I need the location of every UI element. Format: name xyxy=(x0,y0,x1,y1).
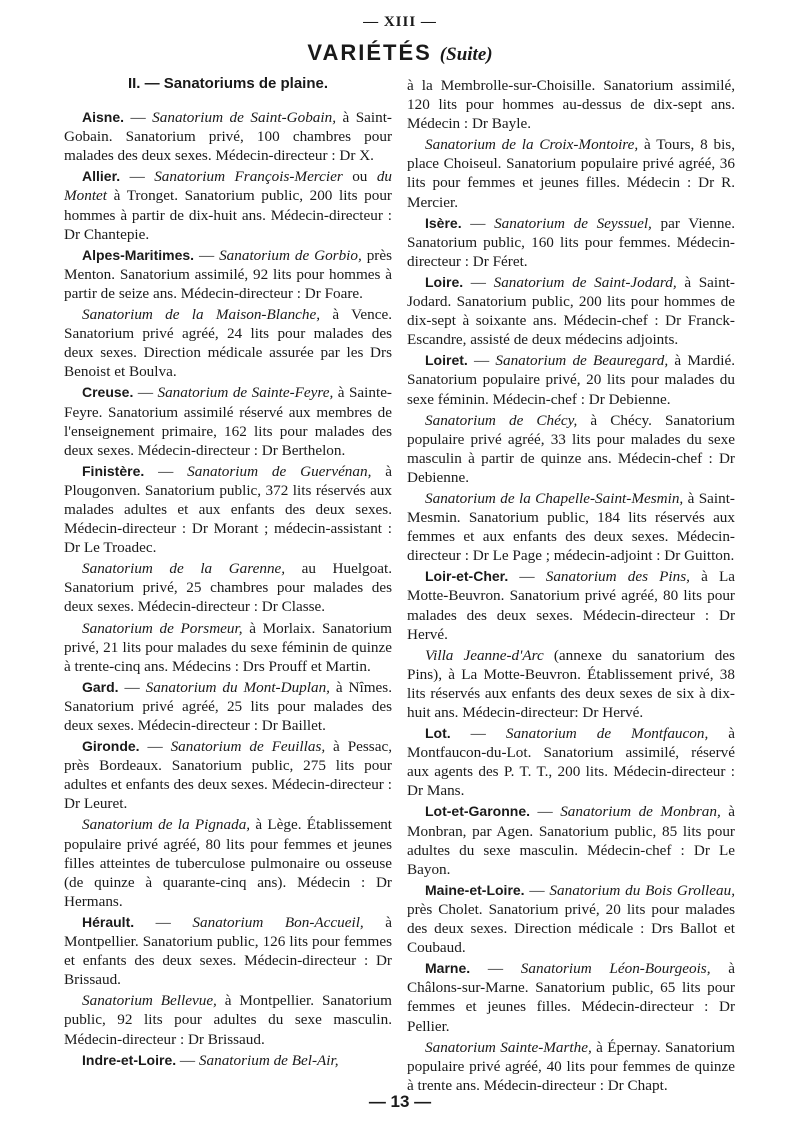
department-name: Hérault. xyxy=(82,913,135,930)
entry-separator: — xyxy=(467,352,496,370)
entry-text: à Saint-Jodard. Sanatorium public, 200 lits pour hommes de dix-sept à soixante ans. Médecin-chef : Dr Franck-Escandre, assisté de deux médecins adjoints. xyxy=(407,273,735,349)
sanatorium-entry xyxy=(407,351,735,408)
department-name: Loiret. xyxy=(425,352,468,369)
department-name: Aisne. xyxy=(82,109,125,126)
sanatorium-name: Sanatorium du Mont-Duplan, xyxy=(145,678,330,696)
entry-text: au Huelgoat. Sanatorium privé, 25 chambres pour malades des deux sexes. Médecin-directeur : Dr Classe. xyxy=(64,560,392,616)
sanatorium-entry xyxy=(64,737,392,813)
sanatorium-entry xyxy=(64,462,392,557)
sanatorium-entry xyxy=(407,567,735,643)
sanatorium-name: Sanatorium Bellevue, xyxy=(82,992,217,1010)
sanatorium-name: Sanatorium Léon-Bourgeois, xyxy=(520,960,711,978)
sanatorium-entry xyxy=(64,167,392,243)
entry-text: à Chécy. Sanatorium populaire privé agréé, 33 lits pour malades du sexe masculin à partir de quinze ans. Médecin-chef : Dr Debienne. xyxy=(407,411,735,486)
sanatorium-name: Sanatorium François-Mercier xyxy=(154,168,343,186)
entry-separator: — xyxy=(133,384,158,402)
sanatorium-entry xyxy=(407,489,735,565)
department-name: Alpes-Maritimes. xyxy=(82,246,195,263)
department-name: Loire. xyxy=(425,273,464,290)
sanatorium-entry xyxy=(64,1051,392,1070)
department-name: Gard. xyxy=(82,678,119,695)
sanatorium-entry xyxy=(64,383,392,459)
entry-separator: — xyxy=(120,168,155,186)
entry-text: à Plougonven. Sanatorium public, 372 lits réservés aux malades adultes et aux enfants des deux sexes. Médecin-directeur : Dr Morant ; médecin-assistant : Dr Le Troadec. xyxy=(64,462,392,557)
department-name: Indre-et-Loire. xyxy=(82,1051,177,1068)
department-name: Lot-et-Garonne. xyxy=(425,803,530,820)
entry-text: à Saint-Gobain. Sanatorium privé, 100 chambres pour malades des deux sexes. Médecin-directeur : Dr X. xyxy=(64,109,392,165)
entry-text: par Vienne. Sanatorium public, 160 lits pour femmes. Médecin-directeur : Dr Féret. xyxy=(407,214,735,270)
sanatorium-name: Sanatorium Sainte-Marthe, xyxy=(425,1038,592,1056)
sanatorium-entry xyxy=(407,646,735,722)
entry-text: à Sainte-Feyre. Sanatorium assimilé réservé aux membres de l'enseignement primaire, 162 lits pour malades des deux sexes. Médecin-directeur : Dr Berthelon. xyxy=(64,384,392,459)
sanatorium-name: Sanatorium de Guervénan, xyxy=(187,462,372,480)
entry-separator: — xyxy=(118,678,146,696)
entry-text: à Montfaucon-du-Lot. Sanatorium assimilé, réservé aux agents des P. T. T., 200 lits. Médecin-directeur : Dr Mans. xyxy=(407,725,735,800)
entry-text: à Vence. Sanatorium privé agréé, 24 lits pour malades des deux sexes. Direction médicale assurée par les Drs Benoist et Boulva. xyxy=(64,306,392,381)
entry-text: à la Membrolle-sur-Choisille. Sanatorium assimilé, 120 lits pour hommes au-dessus de dix-sept ans. Médecin : Dr Bayle. xyxy=(407,77,735,133)
title-main: VARIÉTÉS xyxy=(307,40,432,65)
entry-text: à Pessac, près Bordeaux. Sanatorium public, 275 lits pour adultes et enfants des deux sexes. Médecin-directeur : Dr Leuret. xyxy=(64,738,392,813)
department-name: Maine-et-Loire. xyxy=(425,881,525,898)
sanatorium-entry xyxy=(64,815,392,910)
page-number: — 13 — xyxy=(368,1092,432,1111)
left-column xyxy=(64,74,392,1072)
sanatorium-name: Sanatorium de Montfaucon, xyxy=(505,725,709,743)
sanatorium-name: Sanatorium Bon-Accueil, xyxy=(192,913,364,931)
entry-text: à La Motte-Beuvron. Sanatorium privé agréé, 80 lits pour malades des deux sexes. Médecin-directeur : Dr Hervé. xyxy=(407,568,735,643)
sanatorium-name: Sanatorium de la Pignada, xyxy=(82,816,251,834)
entry-text: à Montpellier. Sanatorium public, 126 lits pour femmes et enfants des deux sexes. Médecin-directeur : Dr Brissaud. xyxy=(64,913,393,989)
sanatorium-entry xyxy=(407,959,735,1035)
department-name: Finistère. xyxy=(82,462,145,479)
sanatorium-name: Sanatorium de Monbran, xyxy=(560,803,721,821)
entry-text: à Tronget. Sanatorium public, 200 lits pour hommes à partir de dix-huit ans. Médecin-directeur : Dr Chantepie. xyxy=(64,187,392,243)
entry-separator: — xyxy=(144,462,188,480)
sanatorium-entry xyxy=(407,724,735,800)
sanatorium-entry xyxy=(64,559,392,616)
sanatorium-entry xyxy=(64,108,392,165)
entry-text: à Châlons-sur-Marne. Sanatorium public, 65 lits pour femmes et jeunes filles. Médecin-directeur : Dr Pellier. xyxy=(407,960,735,1035)
department-name: Loir-et-Cher. xyxy=(425,568,509,585)
sanatorium-entry xyxy=(407,135,735,211)
entry-text: à Lège. Établissement populaire privé agréé, 80 lits pour femmes et jeunes filles atteintes de tuberculose pulmonaire ou osseuse (de quinze à quarante-cinq ans). Médecin : Dr Hermans. xyxy=(64,816,393,910)
entry-text: à Tours, 8 bis, place Choiseul. Sanatorium populaire privé agréé, 36 lits pour femmes et jeunes filles. Médecin : Dr R. Mercier. xyxy=(407,136,736,211)
page-title xyxy=(0,40,800,66)
sanatorium-name: Sanatorium de Saint-Gobain, xyxy=(152,109,336,127)
entry-text: à Montpellier. Sanatorium public, 92 lits pour adultes du sexe masculin. Médecin-directeur : Dr Brissaud. xyxy=(64,992,392,1048)
entry-separator: — xyxy=(530,803,561,821)
sanatorium-entry xyxy=(64,678,392,735)
sanatorium-name: Sanatorium de Saint-Jodard, xyxy=(493,273,677,291)
sanatorium-entry xyxy=(407,273,735,349)
sanatorium-entry xyxy=(64,991,392,1048)
sanatorium-entry xyxy=(407,802,735,878)
sanatorium-entry xyxy=(407,881,735,957)
entry-separator: — xyxy=(139,738,171,756)
entry-text: à Épernay. Sanatorium populaire privé agréé, 40 lits pour femmes de quinze à trente ans. Médecin-directeur : Dr Chapt. xyxy=(407,1038,736,1094)
entry-text: près Cholet. Sanatorium privé, 20 lits pour malades des deux sexes. Direction médicale : Drs Ballot et Coubaud. xyxy=(407,900,735,957)
right-column xyxy=(407,76,735,1097)
page-roman-numeral: — XIII — xyxy=(363,14,437,30)
entry-separator: — xyxy=(524,881,550,899)
entry-separator: — xyxy=(134,913,193,931)
department-name: Allier. xyxy=(82,168,121,185)
entry-separator: — xyxy=(508,568,546,586)
sanatorium-name: Sanatorium de la Maison-Blanche, xyxy=(82,306,321,324)
sanatorium-entry xyxy=(64,305,392,381)
sanatorium-entry xyxy=(64,246,392,303)
department-name: Lot. xyxy=(425,725,451,742)
department-name: Gironde. xyxy=(82,738,140,755)
title-suffix: (Suite) xyxy=(439,44,493,65)
sanatorium-name: Sanatorium de Beauregard, xyxy=(495,352,669,370)
entry-text: à Mardié. Sanatorium populaire privé, 20 lits pour malades du sexe féminin. Médecin-chef : Dr Debienne. xyxy=(407,352,735,408)
entry-separator: — xyxy=(463,273,494,291)
entry-text: à Monbran, par Agen. Sanatorium public, 85 lits pour adultes du sexe masculin. Médecin-chef : Dr Le Bayon. xyxy=(407,803,736,878)
sanatorium-entry xyxy=(64,913,392,989)
department-name: Marne. xyxy=(425,960,471,977)
sanatorium-name: Sanatorium de Porsmeur, xyxy=(82,619,243,637)
department-name: Creuse. xyxy=(82,384,134,401)
sanatorium-name: Sanatorium de Bel-Air, xyxy=(198,1051,339,1069)
sanatorium-name: Sanatorium de Sainte-Feyre, xyxy=(157,384,334,402)
sanatorium-name: Sanatorium des Pins, xyxy=(545,568,690,586)
entry-text: (annexe du sanatorium des Pins), à La Motte-Beuvron. Établissement privé, 38 lits réservés aux enfants des deux sexes de six à dix-huit ans. Médecin-directeur: Dr Hervé. xyxy=(407,646,736,721)
sanatorium-entry xyxy=(407,1038,735,1095)
entry-text: près Menton. Sanatorium assimilé, 92 lits pour hommes à partir de seize ans. Médecin-directeur : Dr Foare. xyxy=(64,246,392,302)
entry-separator: — xyxy=(176,1051,199,1069)
sanatorium-name: Sanatorium de Feuillas, xyxy=(170,738,326,756)
sanatorium-name: Sanatorium de Chécy, xyxy=(425,411,578,429)
sanatorium-name: Villa Jeanne-d'Arc xyxy=(425,646,544,664)
entry-text: ou xyxy=(342,168,377,186)
sanatorium-entry xyxy=(64,619,392,676)
sanatorium-name: Sanatorium de Seyssuel, xyxy=(494,214,652,232)
sanatorium-name: Sanatorium du Bois Grolleau, xyxy=(549,881,735,899)
sanatorium-name: du Montet xyxy=(64,168,393,205)
entry-text: à Nîmes. Sanatorium privé agréé, 25 lits pour malades des deux sexes. Médecin-directeur : Dr Baillet. xyxy=(64,678,392,734)
sanatorium-entry xyxy=(407,76,735,133)
sanatorium-name: Sanatorium de la Chapelle-Saint-Mesmin, xyxy=(425,489,684,507)
sanatorium-entry xyxy=(407,411,735,487)
sanatorium-name: Sanatorium de Gorbio, xyxy=(219,246,362,264)
sanatorium-entry xyxy=(407,214,735,271)
entry-separator: — xyxy=(450,725,506,743)
entry-separator: — xyxy=(124,109,153,127)
sanatorium-name: Sanatorium de la Croix-Montoire, xyxy=(425,136,639,154)
sanatorium-name: Sanatorium de la Garenne, xyxy=(82,560,286,578)
department-name: Isère. xyxy=(425,214,462,231)
entry-text: à Saint-Mesmin. Sanatorium public, 184 lits réservés aux femmes et aux enfants des deux sexes. Médecin-directeur : Dr Le Page ; médecin-adjoint : Dr Guitton. xyxy=(407,489,735,565)
entry-separator: — xyxy=(461,214,495,232)
entry-text: à Morlaix. Sanatorium privé, 21 lits pour malades du sexe féminin de quinze à trente-cinq ans. Médecins : Drs Prouff et Martin. xyxy=(64,619,392,675)
section-title: II. — Sanatoriums de plaine. xyxy=(127,75,329,92)
entry-separator: — xyxy=(194,246,220,264)
entry-separator: — xyxy=(470,960,521,978)
